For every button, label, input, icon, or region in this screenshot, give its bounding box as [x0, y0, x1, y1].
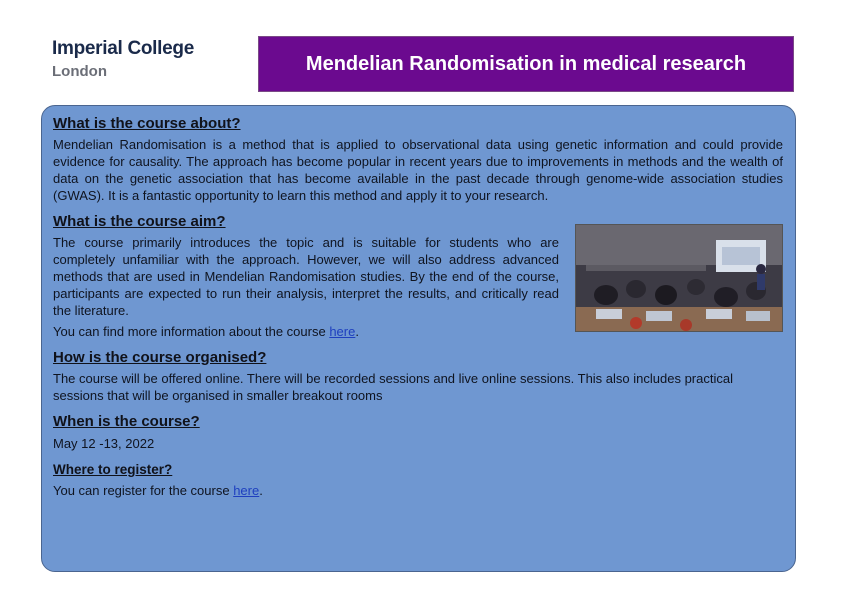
aim-text: The course primarily introduces the topic and is suitable for students who are completely unfamiliar with the approach. However, we will also address advanced methods that are used in Mendelian Randomisation studies. By the end of the course, participants are expected to run their analysis, interpret the results, and critically read the literature. [53, 235, 559, 318]
about-heading: What is the course about? [53, 115, 241, 132]
organised-heading: How is the course organised? [53, 349, 267, 366]
page-title: Mendelian Randomisation in medical research [305, 52, 747, 75]
register-line [53, 482, 783, 499]
classroom-photo-image [576, 225, 782, 331]
when-heading: When is the course? [53, 413, 200, 430]
classroom-photo [575, 224, 783, 332]
aim-section [53, 234, 783, 342]
organised-text: The course will be offered online. There will be recorded sessions and live online sessions. This also includes practical sessions that will be organised in smaller breakout rooms [53, 371, 733, 403]
more-info-line [53, 323, 559, 340]
logo-line-1: Imperial College [52, 38, 194, 59]
register-link[interactable]: here [233, 483, 260, 498]
logo-line-2: London [52, 62, 107, 80]
about-text: Mendelian Randomisation is a method that is applied to observational data using genetic information and could provide evidence for causality. The approach has become popular in recent years due to improvements in methods and the wealth of data on the genetic association that has become available in the past decade through genome-wide association studies (GWAS). It is a fantastic opportunity to learn this method and apply it to your research. [53, 137, 783, 203]
when-text: May 12 -13, 2022 [53, 436, 155, 451]
register-heading: Where to register? [53, 462, 173, 477]
more-info-link[interactable]: here [329, 324, 356, 339]
register-suffix: . [259, 483, 263, 498]
more-info-suffix: . [355, 324, 359, 339]
aim-heading: What is the course aim? [53, 213, 226, 230]
imperial-logo [52, 38, 194, 80]
more-info-prefix: You can find more information about the course [53, 324, 330, 339]
title-banner [258, 36, 794, 92]
course-info [53, 114, 783, 501]
register-prefix: You can register for the course [53, 483, 234, 498]
